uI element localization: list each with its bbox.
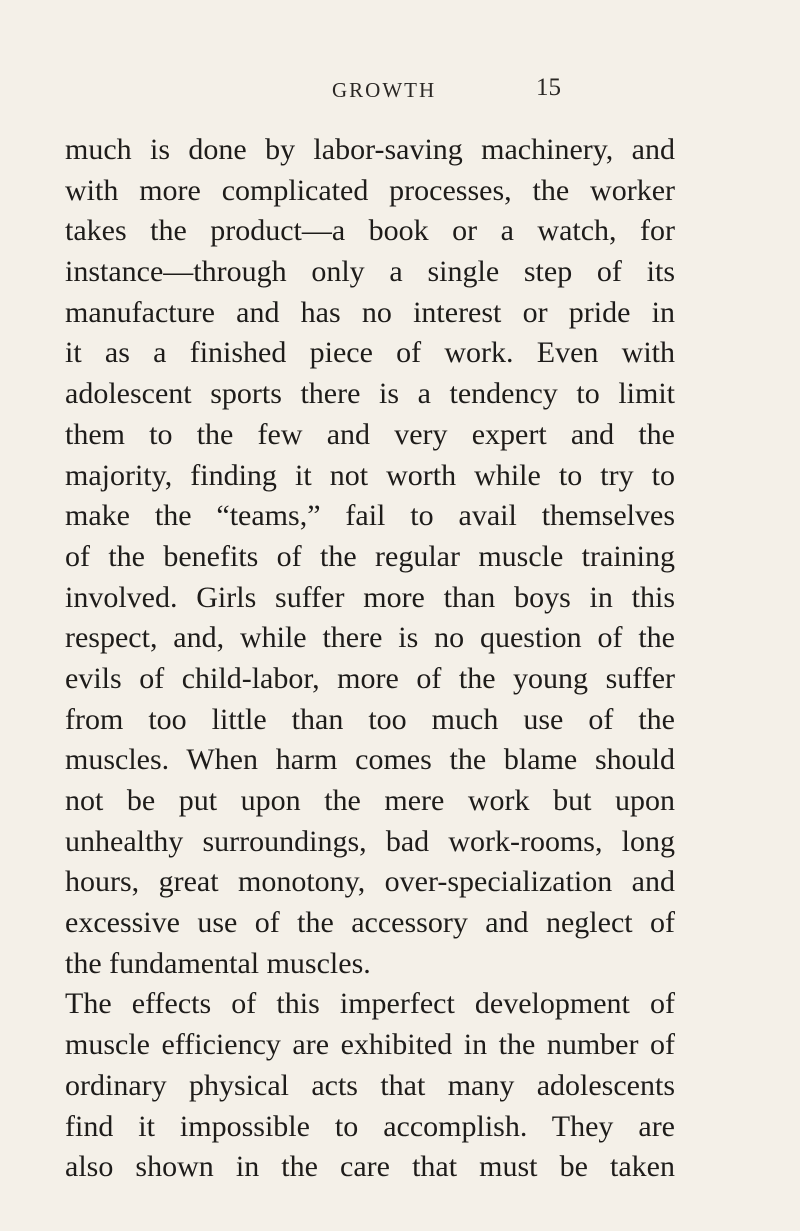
text-line: unhealthy surroundings, bad work-rooms, long [65,824,675,858]
text-line: respect, and, while there is no question of the [65,621,675,655]
page-header [0,74,800,104]
text-line: majority, finding it not worth while to try to [65,458,675,492]
text-line: takes the product—a book or a watch, for [65,214,675,248]
text-line: adolescent sports there is a tendency to limit [65,377,675,411]
text-line: of the benefits of the regular muscle training [65,539,675,573]
text-line: them to the few and very expert and the [65,417,675,451]
text-line: it as a finished piece of work. Even with [65,336,675,370]
body-text [65,130,675,1188]
text-line: involved. Girls suffer more than boys in this [65,580,675,614]
text-line: hours, great monotony, over-specialization and [65,865,675,899]
text-line: The effects of this imperfect development of [65,987,675,1021]
text-line: ordinary physical acts that many adolescents [65,1068,675,1102]
text-line: instance—through only a single step of its [65,255,675,289]
text-line: make the “teams,” fail to avail themselves [65,499,675,533]
text-line: from too little than too much use of the [65,702,675,736]
text-line: find it impossible to accomplish. They are [65,1109,675,1143]
page-number: 15 [536,74,561,101]
text-line: the fundamental muscles. [65,946,371,980]
text-line: muscle efficiency are exhibited in the number of [65,1028,675,1062]
text-line: with more complicated processes, the worker [65,173,675,207]
text-line: evils of child-labor, more of the young suffer [65,661,675,695]
text-line: muscles. When harm comes the blame should [65,743,675,777]
text-line: manufacture and has no interest or pride in [65,295,675,329]
text-line: not be put upon the mere work but upon [65,784,675,817]
text-line: also shown in the care that must be taken [65,1150,675,1184]
running-head: GROWTH [332,78,437,102]
text-line: much is done by labor-saving machinery, and [65,133,675,166]
text-line: excessive use of the accessory and neglect of [65,906,675,940]
